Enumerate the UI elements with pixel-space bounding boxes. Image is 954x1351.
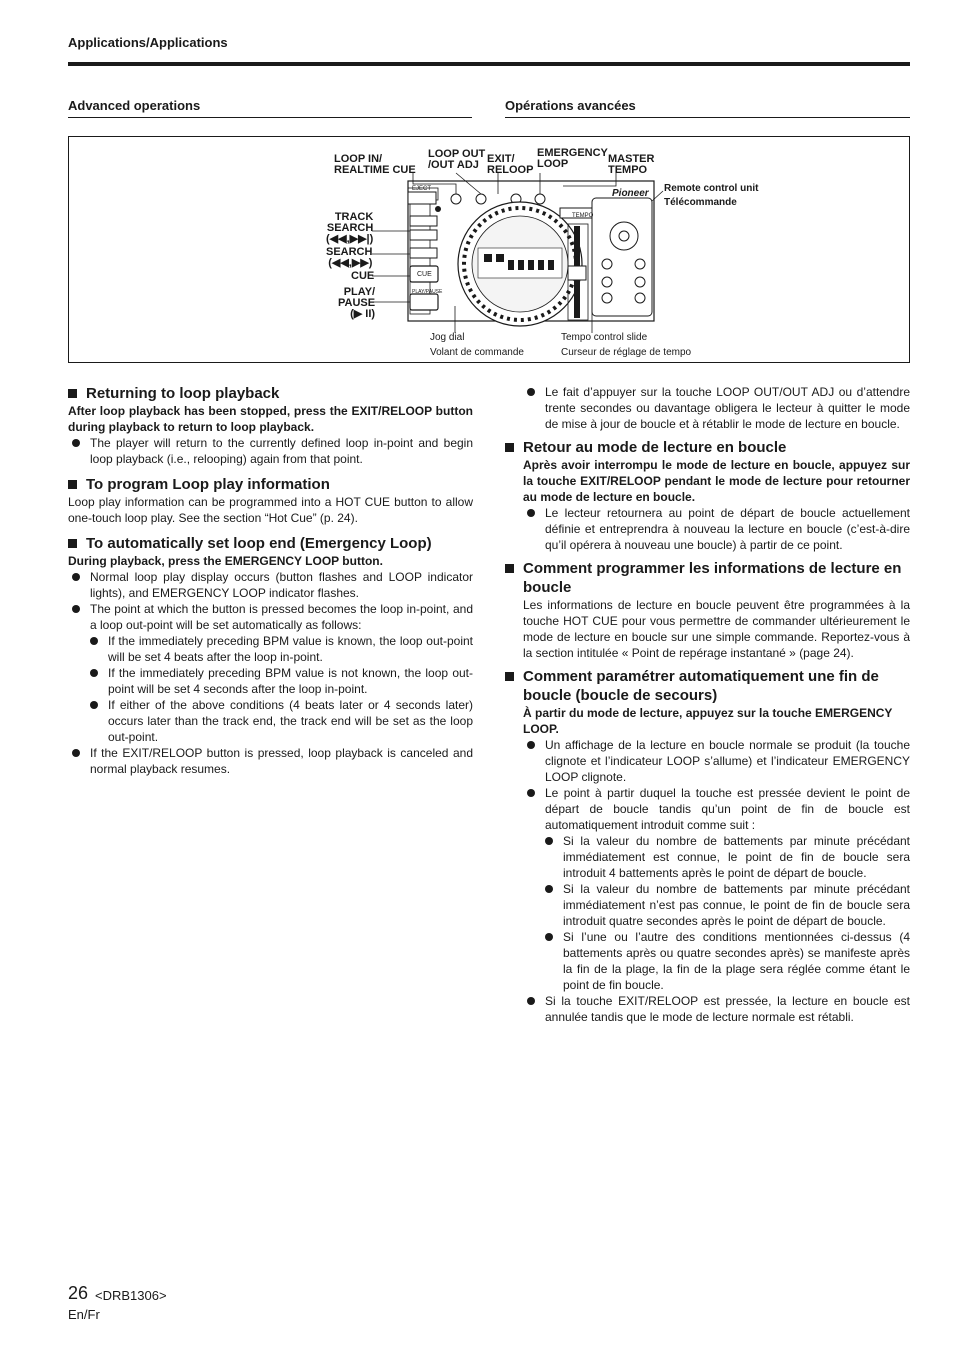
bullet-icon	[545, 885, 553, 893]
bullet-icon	[72, 573, 80, 581]
heading-returning-loop: Returning to loop playback	[68, 384, 473, 403]
bullet-item: Le fait d’appuyer sur la touche LOOP OUT/OUT ADJ ou d’attendre trente secondes ou davantage obligera le lecteur à quitter le mode de mise à jour de boucle et à rétablir le mode de lecture en boucle.	[523, 384, 910, 432]
bullet-item: If the EXIT/RELOOP button is pressed, loop playback is canceled and normal playback resumes.	[68, 745, 473, 777]
section-rule-en	[68, 117, 472, 118]
bullet-item: Le point à partir duquel la touche est pressée devient le point de départ de boucle tandis qu’un point de fin de boucle est automatiquement introduit comme suit :	[523, 785, 910, 833]
bullet-icon	[527, 388, 535, 396]
body-program-loop: Loop play information can be programmed into a HOT CUE button to allow one-touch loop play. See the section “Hot Cue” (p. 24).	[68, 495, 473, 525]
device-play-pause-text: PLAY/PAUSE	[412, 289, 443, 295]
heading-retour-boucle: Retour au mode de lecture en boucle	[505, 438, 910, 457]
bullet-icon	[527, 789, 535, 797]
square-bullet-icon	[68, 480, 77, 489]
square-bullet-icon	[505, 672, 514, 681]
bullet-icon	[527, 997, 535, 1005]
section-title-en: Advanced operations	[68, 98, 201, 113]
brand-logo: Pioneer	[612, 188, 649, 199]
label-track-search: TRACK SEARCH (◀◀,▶▶|)	[326, 211, 374, 245]
caption-jog-fr: Volant de commande	[430, 347, 524, 358]
bullet-icon	[545, 837, 553, 845]
bullet-icon	[545, 933, 553, 941]
sub-bullet-item: Si la valeur du nombre de battements par minute précédant immédiatement n’est pas connue, le point de fin de boucle sera introduit quatre secondes après le point de départ de boucle.	[541, 881, 910, 929]
bullet-icon	[72, 439, 80, 447]
caption-jog-en: Jog dial	[430, 332, 465, 343]
heading-emergency-loop: To automatically set loop end (Emergency Loop)	[68, 534, 473, 553]
sub-bullet-item: If the immediately preceding BPM value is known, the loop out-point will be set 4 beats after the loop in-point.	[86, 633, 473, 665]
lead-retour-boucle: Après avoir interrompu le mode de lecture en boucle, appuyez sur la touche EXIT/RELOOP pendant le mode de lecture pour retourner au mode de lecture en boucle.	[523, 458, 910, 504]
bullet-item: Normal loop play display occurs (button flashes and LOOP indicator lights), and EMERGENCY LOOP indicator flashes.	[68, 569, 473, 601]
header-rule	[68, 62, 910, 66]
device-tempo-text: TEMPO	[572, 213, 594, 219]
bullet-icon	[90, 669, 98, 677]
bullet-item: The player will return to the currently defined loop in-point and begin loop playback (i.e., relooping) again from that point.	[68, 435, 473, 467]
square-bullet-icon	[505, 564, 514, 573]
label-loop-out: LOOP OUT /OUT ADJ	[428, 148, 486, 171]
document-code: <DRB1306>	[95, 1288, 167, 1303]
section-rule-fr	[505, 117, 910, 118]
running-header: Applications/Applications	[68, 35, 228, 50]
section-title-fr: Opérations avancées	[505, 98, 636, 113]
label-remote: Remote control unit Télécommande	[664, 183, 759, 208]
left-column	[68, 384, 473, 777]
body-programmer-boucle: Les informations de lecture en boucle peuvent être programmées à la touche HOT CUE pour vous permettre de commander ultérieurement le mode de lecture en boucle sur une simple commande. Reportez-vous à la section intitulée « Point de repérage instantané » (page 24).	[523, 598, 910, 660]
heading-program-loop: To program Loop play information	[68, 475, 473, 494]
device-cue-text: CUE	[417, 271, 432, 278]
label-cue: CUE	[351, 270, 375, 282]
bullet-item: Le lecteur retournera au point de départ de boucle actuellement définie et entreprendra à nouveau la lecture en boucle (c’est-à-dire qu’il opérera à nouveau une boucle) à partir de ce point.	[523, 505, 910, 553]
bullet-icon	[527, 509, 535, 517]
heading-programmer-boucle: Comment programmer les informations de lecture en boucle	[505, 559, 910, 597]
caption-tempo-fr: Curseur de réglage de tempo	[561, 347, 692, 358]
bullet-icon	[72, 749, 80, 757]
right-column	[505, 384, 910, 1025]
bullet-icon	[527, 741, 535, 749]
caption-tempo-en: Tempo control slide	[561, 332, 648, 343]
bullet-item: The point at which the button is pressed becomes the loop in-point, and a loop out-point will be set automatically as follows:	[68, 601, 473, 633]
lead-emergency-loop: During playback, press the EMERGENCY LOOP button.	[68, 554, 383, 568]
square-bullet-icon	[68, 539, 77, 548]
square-bullet-icon	[68, 389, 77, 398]
sub-bullet-item: If the immediately preceding BPM value is not known, the loop out-point will be set 4 seconds after the loop in-point.	[86, 665, 473, 697]
lead-boucle-secours: À partir du mode de lecture, appuyez sur la touche EMERGENCY LOOP.	[523, 706, 893, 736]
label-play-pause: PLAY/ PAUSE (▶ II)	[338, 286, 376, 320]
sub-bullet-item: If either of the above conditions (4 beats later or 4 seconds later) occurs later than the track end, the track end will be set as the loop out-point.	[86, 697, 473, 745]
label-loop-in: LOOP IN/ REALTIME CUE	[334, 153, 416, 176]
bullet-icon	[90, 701, 98, 709]
bullet-icon	[72, 605, 80, 613]
device-eject-text: EJECT	[412, 186, 432, 192]
square-bullet-icon	[505, 443, 514, 452]
lead-returning-loop: After loop playback has been stopped, press the EXIT/RELOOP button during playback to return to loop playback.	[68, 404, 473, 434]
bullet-item: Un affichage de la lecture en boucle normale se produit (la touche clignote et l’indicateur LOOP s’allume) et l’indicateur EMERGENCY LOOP clignote.	[523, 737, 910, 785]
sub-bullet-item: Si la valeur du nombre de battements par minute précédant immédiatement est connue, le point de fin de boucle sera introduit 4 battements après le point de départ de boucle.	[541, 833, 910, 881]
label-exit-reloop: EXIT/ RELOOP	[487, 153, 534, 176]
language-code: En/Fr	[68, 1307, 100, 1322]
label-emergency-loop: EMERGENCY LOOP	[537, 147, 608, 170]
heading-boucle-secours: Comment paramétrer automatiquement une fin de boucle (boucle de secours)	[505, 667, 910, 705]
bullet-icon	[90, 637, 98, 645]
label-master-tempo: MASTER TEMPO	[608, 153, 655, 176]
page-number: 26	[68, 1283, 89, 1303]
label-search: SEARCH (◀◀,▶▶)	[326, 246, 373, 269]
sub-bullet-item: Si l’une ou l’autre des conditions mentionnées ci-dessus (4 battements après ou quatre secondes après) se manifeste après la fin de la plage, la fin de la plage sera réglée comme étant le point de fin boucle.	[541, 929, 910, 993]
bullet-item: Si la touche EXIT/RELOOP est pressée, la lecture en boucle est annulée tandis que le mode de lecture normale est rétabli.	[523, 993, 910, 1025]
